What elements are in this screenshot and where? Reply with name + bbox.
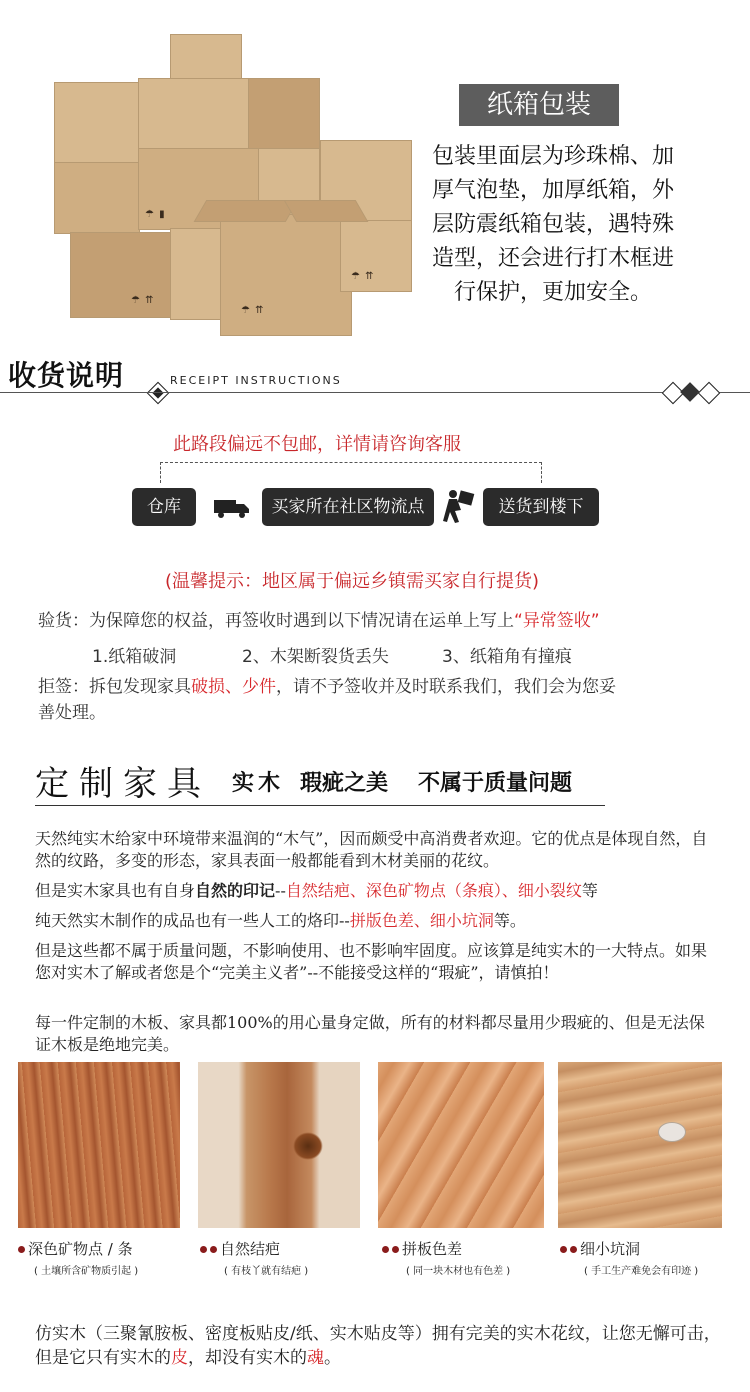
issue-1: 1.纸箱破洞 — [92, 647, 177, 667]
divider — [0, 392, 750, 393]
wood-sample-color-difference — [378, 1062, 544, 1228]
warm-tip: (温馨提示：地区属于偏远乡镇需买家自行提货) — [165, 571, 540, 592]
inspect-label: 验货： — [38, 611, 89, 631]
wood-note-1: ( 土壤所含矿物质引起 ) — [34, 1266, 139, 1277]
wood-caption-4: 细小坑洞 — [560, 1238, 640, 1259]
wood-sample-mineral-streak — [18, 1062, 180, 1228]
custom-sub-flaw-beauty: 瑕疵之美 — [300, 771, 389, 796]
packaging-description: 包装里面层为珍珠棉、加 厚气泡垫，加厚纸箱，外 层防震纸箱包装，遇特殊 造型，还会进行打木框进 行保护，更加安全。 — [432, 144, 675, 305]
step-door-delivery: 送货到楼下 — [483, 488, 599, 526]
wood-caption-3: 拼板色差 — [382, 1238, 462, 1259]
refuse-paragraph: 拒签：拆包发现家具破损、少件，请不予签收并及时联系我们，我们会为您妥 善处理。 — [38, 677, 616, 723]
custom-paragraph-4: 但是这些都不属于质量问题，不影响使用、也不影响牢固度。应该算是纯实木的一大特点。如果您对实木了解或者您是个“完美主义者”--不能接受这样的“瑕疵”，请慎拍！ — [35, 941, 708, 982]
refuse-label: 拒签： — [38, 677, 89, 697]
truck-icon — [214, 498, 250, 516]
delivery-person-icon — [443, 488, 477, 524]
inspect-line — [38, 606, 600, 631]
receipt-subtitle: RECEIPT INSTRUCTIONS — [170, 374, 342, 387]
custom-paragraph-1: 天然纯实木给家中环境带来温润的“木气”，因而颇受中高消费者欢迎。它的优点是体现自然，自然的纹路，多变的形态，家具表面一般都能看到木材美丽的花纹。 — [35, 829, 708, 870]
issue-3: 3、纸箱角有撞痕 — [442, 647, 572, 667]
refuse-highlight: 破损、少件 — [191, 677, 276, 697]
divider — [35, 805, 605, 806]
inspect-text: 为保障您的权益，再签收时遇到以下情况请在运单上写上 — [89, 611, 514, 631]
step-warehouse: 仓库 — [132, 488, 196, 526]
receipt-title: 收货说明 — [8, 359, 125, 392]
custom-furniture-title: 定制家具 — [35, 764, 211, 804]
custom-paragraph-5: 每一件定制的木板、家具都100%的用心量身定做，所有的材料都尽量用少瑕疵的、但是无法保证木板是绝地完美。 — [35, 1013, 705, 1054]
route-note: 此路段偏远不包邮，详情请咨询客服 — [173, 434, 461, 455]
custom-paragraph-3: 纯天然实木制作的成品也有一些人工的烙印--拼版色差、细小坑洞等。 — [35, 911, 526, 930]
issue-2: 2、木架断裂货丢失 — [242, 647, 389, 667]
custom-paragraph-2: 但是实木家具也有自身自然的印记--自然结疤、深色矿物点（条痕）、细小裂纹等 — [35, 881, 598, 900]
custom-sub-solidwood: 实木 — [232, 770, 285, 796]
custom-sub-not-quality: 不属于质量问题 — [418, 771, 573, 796]
dashed-connector — [160, 462, 542, 483]
step-logistics-point: 买家所在社区物流点 — [262, 488, 434, 526]
wood-sample-natural-knot — [198, 1062, 360, 1228]
wood-caption-1: 深色矿物点 / 条 — [18, 1238, 133, 1259]
wood-sample-small-pit — [558, 1062, 722, 1228]
diamond-icon — [698, 382, 721, 405]
final-paragraph: 仿实木（三聚氰胺板、密度板贴皮/纸、实木贴皮等）拥有完美的实木花纹，让您无懈可击，但是它只有实木的皮，却没有实木的魂。 — [35, 1324, 721, 1368]
wood-note-3: ( 同一块木材也有色差 ) — [406, 1266, 511, 1277]
inspect-highlight: “异常签收” — [514, 611, 600, 631]
cardboard-boxes-image: ☂ ▮ ☂ ⇈ ☂ ⇈ ☂ ⇈ — [40, 30, 430, 340]
wood-caption-2: 自然结疤 — [200, 1238, 280, 1259]
wood-note-4: ( 手工生产难免会有印迹 ) — [584, 1266, 699, 1277]
wood-note-2: ( 有枝丫就有结疤 ) — [224, 1266, 309, 1277]
packaging-title: 纸箱包装 — [459, 84, 619, 126]
